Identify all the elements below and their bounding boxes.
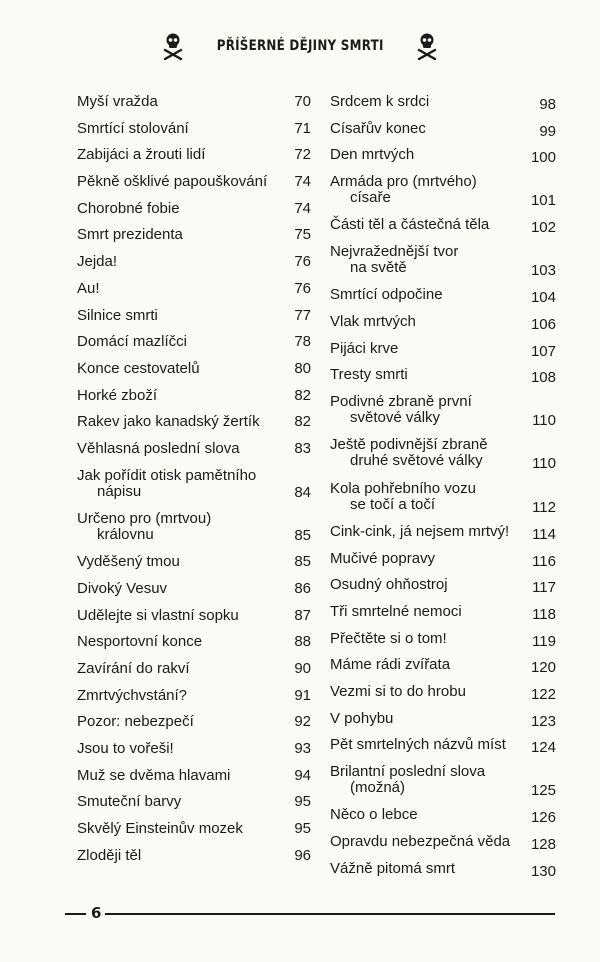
toc-entry (330, 576, 556, 603)
toc-column-right (330, 93, 556, 887)
entry-page-number: 74 (294, 173, 311, 191)
toc-entry (330, 806, 556, 833)
entry-title: Muž se dvěma hlavami (77, 766, 231, 784)
entry-title: Au! (77, 279, 100, 297)
toc-entry (330, 313, 556, 340)
page-number: 6 (91, 904, 102, 922)
toc-entry (330, 146, 556, 173)
entry-page-number: 74 (294, 199, 311, 217)
toc-entry (330, 603, 556, 630)
toc-entry (77, 633, 311, 660)
page-footer (65, 904, 555, 922)
toc-entry (77, 226, 311, 253)
entry-title: Nesportovní konce (77, 633, 203, 651)
entry-title: Zavírání do rakví (77, 659, 190, 677)
entry-title: Rakev jako kanadský žertík (77, 413, 260, 431)
entry-title: Přečtěte si o tom! (330, 629, 447, 647)
toc-entry (77, 687, 311, 714)
toc-entry (77, 200, 311, 227)
toc-entry (330, 656, 556, 683)
entry-title: Brilantní poslední slova (330, 763, 486, 781)
toc-entry (77, 440, 311, 467)
entry-page-number: 104 (530, 289, 556, 307)
toc-entry (330, 860, 556, 887)
entry-page-number: 130 (530, 862, 556, 880)
entry-page-number: 92 (294, 713, 311, 731)
entry-page-number: 95 (294, 793, 311, 811)
entry-title: Den mrtvých (330, 146, 415, 164)
entry-page-number: 107 (530, 342, 556, 360)
entry-page-number: 128 (530, 836, 556, 854)
entry-title: Smuteční barvy (77, 793, 182, 811)
toc-entry (330, 630, 556, 657)
entry-title: Zloději těl (77, 846, 142, 864)
toc-entry (77, 607, 311, 634)
entry-title: Císařův konec (330, 119, 426, 137)
toc-entry (77, 120, 311, 147)
entry-page-number: 119 (532, 632, 556, 650)
entry-page-number: 87 (294, 606, 311, 624)
toc-entry (330, 286, 556, 313)
entry-title-continued: nápisu (97, 482, 142, 500)
entry-title: Ještě podivnější zbraně (330, 436, 488, 454)
entry-page-number: 124 (530, 739, 556, 757)
toc-entry (77, 387, 311, 414)
toc-entry (330, 436, 556, 479)
entry-title: Silnice smrti (77, 306, 158, 324)
entry-page-number: 101 (530, 192, 556, 210)
entry-title: Vlak mrtvých (330, 313, 416, 331)
entry-title: Tresty smrti (330, 366, 408, 384)
entry-page-number: 91 (294, 686, 311, 704)
toc-entry (77, 467, 311, 510)
entry-title: Osudný ohňostroj (330, 576, 448, 594)
toc-entry (330, 216, 556, 243)
entry-title: Jejda! (77, 253, 118, 271)
entry-title: Domácí mazlíčci (77, 333, 188, 351)
toc-entry (77, 793, 311, 820)
entry-title: Divoký Vesuv (77, 579, 168, 597)
entry-page-number: 99 (539, 122, 556, 140)
entry-title: Smrtící odpočine (330, 286, 443, 304)
entry-title-continued: světové války (350, 409, 441, 427)
toc-entry (330, 243, 556, 286)
entry-title: Konce cestovatelů (77, 359, 200, 377)
entry-page-number: 71 (294, 119, 311, 137)
toc-entry (77, 307, 311, 334)
entry-title: Nejvražednější tvor (330, 243, 459, 261)
entry-page-number: 93 (294, 740, 311, 758)
toc-entry (77, 173, 311, 200)
footer-rule (105, 913, 555, 915)
entry-page-number: 98 (539, 96, 556, 113)
toc-entry (77, 360, 311, 387)
entry-page-number: 82 (294, 413, 311, 431)
toc-entry (77, 713, 311, 740)
entry-page-number: 117 (532, 579, 556, 597)
toc-entry (77, 510, 311, 553)
entry-title: Opravdu nebezpečná věda (330, 833, 511, 851)
toc-entry (77, 767, 311, 794)
entry-title: Kola pohřebního vozu (330, 479, 476, 497)
entry-title: Tři smrtelné nemoci (330, 603, 462, 621)
entry-title: Vezmi si to do hrobu (330, 683, 466, 701)
entry-title: Myší vražda (77, 93, 158, 110)
toc-entry (330, 366, 556, 393)
entry-page-number: 76 (294, 279, 311, 297)
entry-page-number: 94 (294, 766, 311, 784)
entry-page-number: 70 (294, 93, 311, 110)
toc-entry (77, 820, 311, 847)
entry-title: Určeno pro (mrtvou) (77, 509, 212, 527)
entry-title: Pozor: nebezpečí (77, 713, 194, 731)
entry-title-continued: císaře (350, 189, 391, 207)
entry-title: Věhlasná poslední slova (77, 439, 240, 457)
entry-title: Pět smrtelných názvů míst (330, 736, 506, 754)
toc-entry (330, 173, 556, 216)
entry-title: Srdcem k srdci (330, 93, 430, 110)
toc-entry (330, 340, 556, 367)
entry-page-number: 110 (532, 455, 556, 473)
skull-crossbones-icon (162, 32, 184, 60)
entry-title: Mučivé popravy (330, 549, 436, 567)
toc-entry (330, 550, 556, 577)
toc-entry (77, 333, 311, 360)
entry-title: V pohybu (330, 709, 394, 727)
entry-title: Máme rádi zvířata (330, 656, 451, 674)
entry-page-number: 83 (294, 439, 311, 457)
entry-page-number: 110 (532, 412, 556, 430)
entry-page-number: 72 (294, 146, 311, 164)
entry-title: Skvělý Einsteinův mozek (77, 820, 243, 838)
entry-title: Jsou to vořeši! (77, 740, 174, 758)
entry-page-number: 96 (294, 846, 311, 864)
skull-crossbones-icon (416, 32, 438, 60)
entry-title: Udělejte si vlastní sopku (77, 606, 239, 624)
entry-title: Části těl a částečná těla (330, 216, 490, 234)
toc-entry (77, 580, 311, 607)
entry-page-number: 122 (530, 686, 556, 704)
entry-page-number: 80 (294, 359, 311, 377)
toc-entry (330, 736, 556, 763)
entry-page-number: 116 (532, 552, 556, 570)
toc-entry (330, 763, 556, 806)
entry-page-number: 75 (294, 226, 311, 244)
entry-title: Smrt prezidenta (77, 226, 183, 244)
book-title: PŘÍŠERNÉ DĚJINY SMRTI (216, 38, 384, 54)
toc-entry (77, 146, 311, 173)
toc-entry (330, 120, 556, 147)
entry-title: Cink-cink, já nejsem mrtvý! (330, 522, 510, 540)
entry-page-number: 112 (532, 498, 556, 516)
entry-page-number: 103 (530, 262, 556, 280)
toc-entry (77, 740, 311, 767)
toc-entry (77, 413, 311, 440)
entry-page-number: 108 (530, 369, 556, 387)
running-header (0, 32, 600, 60)
entry-page-number: 102 (530, 219, 556, 237)
entry-title-continued: se točí a točí (350, 495, 436, 513)
toc-entry (77, 553, 311, 580)
footer-rule (65, 913, 86, 915)
entry-page-number: 78 (294, 333, 311, 351)
entry-title: Zabijáci a žrouti lidí (77, 146, 206, 164)
entry-page-number: 86 (294, 579, 311, 597)
toc-entry (77, 660, 311, 687)
toc-entry (330, 480, 556, 523)
entry-page-number: 114 (532, 525, 556, 543)
entry-page-number: 125 (530, 782, 556, 800)
entry-title: Něco o lebce (330, 806, 418, 824)
entry-title: Zmrtvýchvstání? (77, 686, 188, 704)
entry-page-number: 88 (294, 633, 311, 651)
entry-page-number: 90 (294, 659, 311, 677)
entry-page-number: 76 (294, 253, 311, 271)
toc-entry (330, 393, 556, 436)
entry-title: Vyděšený tmou (77, 553, 180, 571)
entry-page-number: 120 (530, 659, 556, 677)
entry-page-number: 85 (294, 553, 311, 571)
toc-entry (77, 253, 311, 280)
entry-title: Pijáci krve (330, 339, 399, 357)
entry-page-number: 84 (294, 483, 311, 501)
entry-title: Armáda pro (mrtvého) (330, 173, 477, 191)
entry-page-number: 126 (530, 809, 556, 827)
entry-page-number: 118 (532, 606, 556, 624)
entry-title-continued: královnu (97, 525, 154, 543)
entry-page-number: 123 (530, 712, 556, 730)
entry-title-continued: (možná) (350, 779, 406, 797)
toc-entry (77, 280, 311, 307)
entry-page-number: 95 (294, 820, 311, 838)
entry-title: Horké zboží (77, 386, 158, 404)
toc-column-left (77, 93, 311, 873)
entry-title: Vážně pitomá smrt (330, 859, 456, 877)
toc-entry (330, 683, 556, 710)
entry-title: Smrtící stolování (77, 119, 189, 137)
entry-title-continued: na světě (350, 259, 407, 277)
entry-title: Chorobné fobie (77, 199, 180, 217)
toc-entry (330, 523, 556, 550)
toc-entry (330, 93, 556, 120)
entry-title: Pěkně ošklivé papouškování (77, 173, 268, 191)
toc-entry (330, 833, 556, 860)
entry-page-number: 100 (530, 149, 556, 167)
toc-entry (77, 847, 311, 874)
toc-entry (330, 710, 556, 737)
entry-page-number: 85 (294, 526, 311, 544)
entry-title: Jak pořídit otisk pamětního (77, 466, 257, 484)
entry-title: Podivné zbraně první (330, 393, 472, 411)
entry-title-continued: druhé světové války (350, 452, 483, 470)
toc-entry (77, 93, 311, 120)
entry-page-number: 82 (294, 386, 311, 404)
entry-page-number: 77 (294, 306, 311, 324)
entry-page-number: 106 (530, 316, 556, 334)
